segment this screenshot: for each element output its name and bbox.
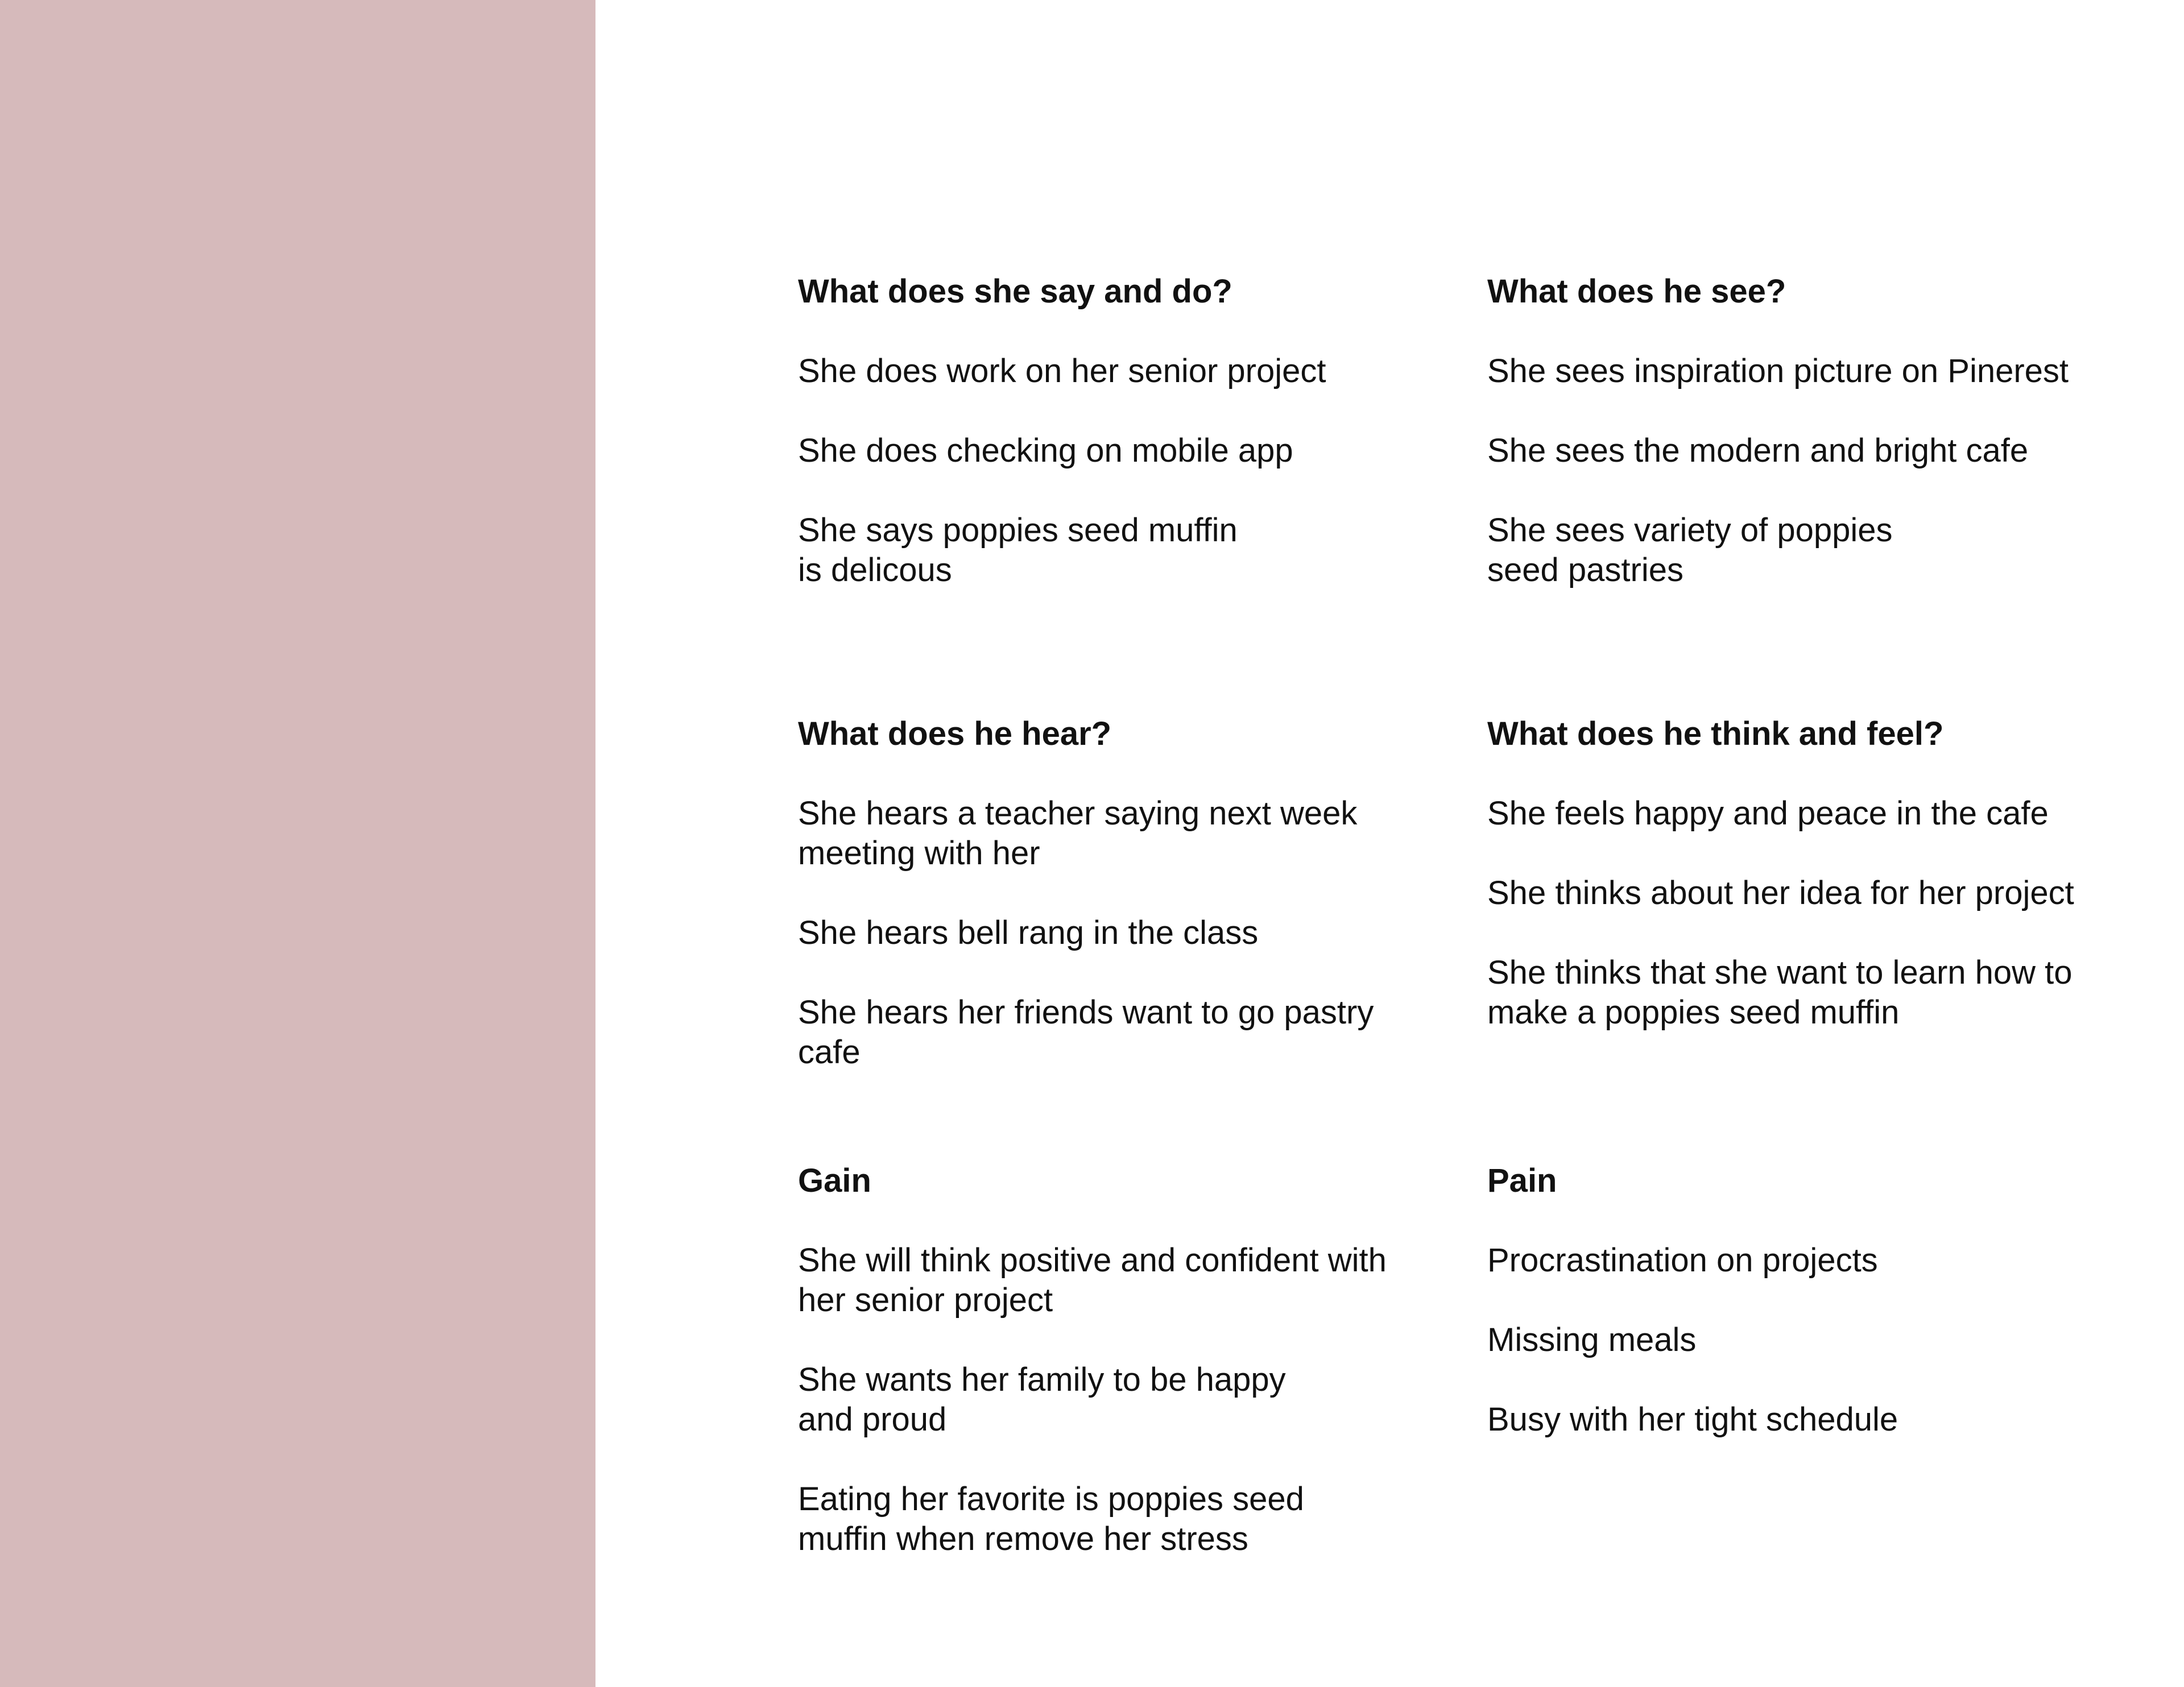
gain-item: She wants her family to be happy and proud: [798, 1361, 1286, 1438]
pain-item: Busy with her tight schedule: [1487, 1401, 1898, 1438]
hears-item: She hears her friends want to go pastry cafe: [798, 994, 1374, 1071]
says-and-does-item: She says poppies seed muffin is delicous: [798, 512, 1238, 588]
hears-item: She hears a teacher saying next week meeting with her: [798, 795, 1358, 872]
hears-item: She hears bell rang in the class: [798, 914, 1259, 951]
pain-item: Missing meals: [1487, 1321, 1697, 1358]
says-and-does-heading: What does she say and do?: [798, 273, 1232, 310]
thinks-and-feels-item: She thinks about her idea for her project: [1487, 874, 2074, 911]
hears-section: [798, 714, 1458, 1072]
pain-heading: Pain: [1487, 1162, 1557, 1199]
sees-item: She sees the modern and bright cafe: [1487, 432, 2029, 469]
says-and-does-item: She does checking on mobile app: [798, 432, 1293, 469]
thinks-and-feels-item: She feels happy and peace in the cafe: [1487, 795, 2049, 832]
says-and-does-item: She does work on her senior project: [798, 353, 1326, 389]
thinks-and-feels-item: She thinks that she want to learn how to make a poppies seed muffin: [1487, 954, 2073, 1031]
gain-item: She will think positive and confident with her senior project: [798, 1242, 1387, 1319]
thinks-and-feels-section: [1487, 714, 2147, 1033]
sidebar-panel: [0, 0, 595, 1687]
sees-heading: What does he see?: [1487, 273, 1786, 310]
thinks-and-feels-heading: What does he think and feel?: [1487, 715, 1944, 752]
sees-item: She sees inspiration picture on Pinerest: [1487, 353, 2069, 389]
gain-section: [798, 1161, 1458, 1559]
hears-heading: What does he hear?: [798, 715, 1112, 752]
sees-item: She sees variety of poppies seed pastries: [1487, 512, 1893, 588]
pain-section: [1487, 1161, 2147, 1440]
gain-heading: Gain: [798, 1162, 871, 1199]
gain-item: Eating her favorite is poppies seed muffin when remove her stress: [798, 1481, 1304, 1557]
says-and-does-section: [798, 272, 1458, 590]
pain-item: Procrastination on projects: [1487, 1242, 1878, 1279]
sees-section: [1487, 272, 2147, 590]
